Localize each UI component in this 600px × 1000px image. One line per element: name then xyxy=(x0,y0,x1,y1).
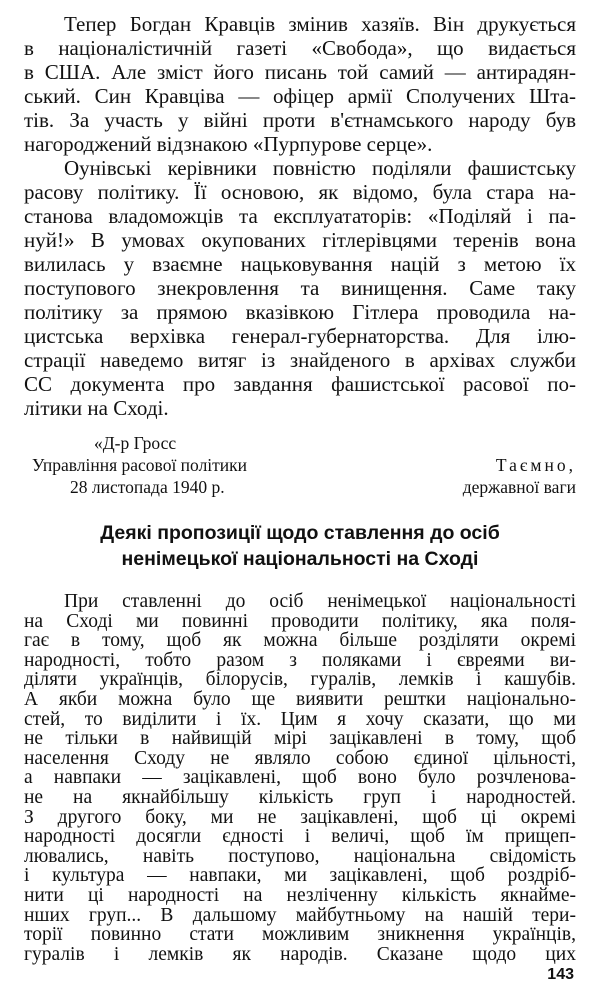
text-line: народності, тобто разом з поляками і євреями ви- xyxy=(24,649,576,671)
text-line: а навпаки — зацікавлені, щоб воно було розчленова- xyxy=(24,767,576,789)
document-classification: Таємно, xyxy=(495,455,576,475)
text-line: З другого боку, ми не зацікавлені, щоб ці окремі xyxy=(24,806,576,828)
text-line: і культура — навпаки, ми зацікавлені, щоб роздріб- xyxy=(24,865,576,887)
text-line: При ставленні до осіб ненімецької національності xyxy=(64,591,576,612)
text-line: не тільки в найвищій мірі зацікавлені в тому, щоб xyxy=(24,728,576,750)
text-line: гає в тому, щоб як можна більше розділяти окремі xyxy=(24,630,576,652)
heading-line-2: ненімецької національності на Сході xyxy=(121,548,479,570)
text-line: літики на Сході. xyxy=(24,396,169,420)
text-line: народності досягли єдності і величі, щоб їм прищеп- xyxy=(24,826,576,848)
text-line: в США. Але зміст його писань той самий — антирадян- xyxy=(24,60,576,84)
text-line: нших груп... В дальшому майбутньому на нашій тери- xyxy=(24,904,576,926)
text-line: діляти українців, білорусів, гуралів, лемків і кашубів. xyxy=(24,669,576,691)
text-line: вилилась у взаємне нацьковування націй з метою їх xyxy=(24,252,576,276)
text-line: нити ці народності на незліченну кількість якнайме- xyxy=(24,885,576,906)
text-line: не на якнайбільшу кількість груп і народностей. xyxy=(24,787,576,808)
text-line: нагороджений відзнакою «Пурпурове серце». xyxy=(24,132,433,156)
text-line: Тепер Богдан Кравців змінив хазяїв. Він друкується xyxy=(64,12,576,36)
text-line: цистська верхівка генерал-губернаторства. Для ілю- xyxy=(24,324,576,348)
text-line: в націоналістичній газеті «Свобода», що видається xyxy=(24,36,576,60)
page-number: 143 xyxy=(547,966,574,983)
text-line: страції наведемо витяг із знайденого в архівах служби xyxy=(24,348,576,372)
text-line: стей, то виділити і їх. Цим я хочу сказати, що ми xyxy=(24,708,576,730)
text-line: станова владоможців та експлуататорів: «Поділяй і па- xyxy=(24,204,576,228)
document-date: 28 листопада 1940 р. xyxy=(70,477,225,497)
text-line: торії повинно стати можливим зникнення українців, xyxy=(24,924,576,946)
text-line: ський. Син Кравціва — офіцер армії Сполучених Шта- xyxy=(24,84,576,108)
text-line: А якби можна було ще виявити рештки національно- xyxy=(24,689,576,710)
document-classification-level: державної ваги xyxy=(462,477,576,497)
text-line: Оунівські керівники повністю поділяли фашистську xyxy=(64,156,576,180)
text-line: лювались, навіть поступово, національна свідомість xyxy=(24,845,576,867)
text-line: населення Сходу не являло собою єдиної цільності, xyxy=(24,747,576,769)
text-line: політику за прямою вказівкою Гітлера проводила на- xyxy=(24,300,576,324)
document-author: «Д-р Гросс xyxy=(94,433,177,453)
text-line: поступового знекровлення та винищення. Саме таку xyxy=(24,276,576,300)
text-line: нуй!» В умовах окупованих гітлерівцями теренів вона xyxy=(24,228,576,252)
text-line: тів. За участь у війні проти в'єтнамського народу був xyxy=(24,108,576,132)
heading-line-1: Деякі пропозиції щодо ставлення до осіб xyxy=(100,522,500,544)
text-line: СС документа про завдання фашистської расової по- xyxy=(24,372,576,396)
text-line: гуралів і лемків як народів. Сказане щодо цих xyxy=(24,943,576,965)
document-department: Управління расової політики xyxy=(32,455,248,475)
text-line: на Сході ми повинні проводити політику, яка поля- xyxy=(24,610,576,632)
text-line: расову політику. Її основою, як відомо, була стара на- xyxy=(24,180,576,204)
